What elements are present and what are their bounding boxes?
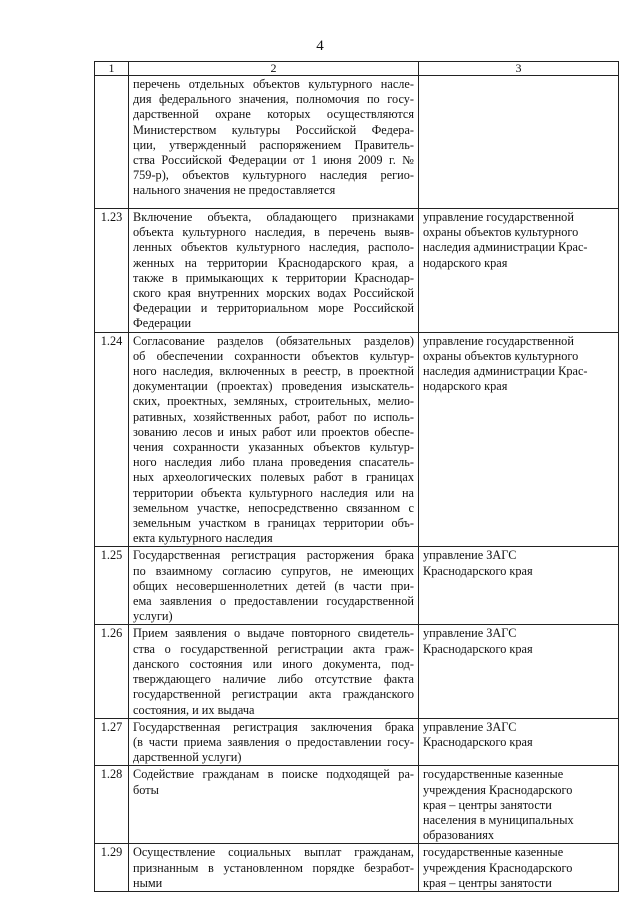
responsible-line: нодарского края (423, 379, 508, 394)
description-line: ного наследия, включенных в реестр, в проектной (133, 364, 414, 379)
description-line: перечень отдельных объектов культурного насле- (133, 77, 414, 91)
description-line: нального значения не предоставляется (133, 183, 336, 198)
description-line: общих несовершеннолетних детей (в части при- (133, 578, 414, 593)
description-line: Федерации (133, 316, 192, 331)
service-description (129, 844, 419, 892)
responsible-authority (419, 718, 619, 766)
responsible-authority (419, 332, 619, 547)
responsible-authority (419, 547, 619, 625)
description-line: данского состояния или иного документа, под- (133, 656, 414, 671)
responsible-line: образованиях (423, 828, 495, 843)
row-number: 1.28 (95, 766, 129, 844)
responsible-line: управление ЗАГС (423, 626, 517, 641)
responsible-line: края – центры занятости (423, 797, 552, 812)
responsible-line: учреждения Краснодарского (423, 860, 573, 875)
service-description (129, 209, 419, 333)
description-line: ства Российской Федерации от 1 июня 2009 г. № (133, 153, 414, 168)
responsible-line: охраны объектов культурного (423, 348, 579, 363)
description-line: ема заявления о предоставлении государственной (133, 594, 414, 609)
table-row (95, 76, 619, 209)
responsible-line: государственные казенные (423, 845, 564, 860)
row-number: 1.29 (95, 844, 129, 892)
description-line: дия федерального значения, полномочия по госу- (133, 92, 414, 107)
column-header-description: 2 (129, 62, 419, 76)
description-line: 759-р), объектов культурного наследия регио- (133, 168, 414, 183)
responsible-line: управление государственной (423, 210, 574, 224)
row-number (95, 76, 129, 209)
description-line: Государственная регистрация расторжения брака (133, 548, 414, 563)
responsible-line: управление ЗАГС (423, 719, 517, 734)
responsible-line: государственные казенные (423, 767, 564, 782)
description-line: тверждающего наличие либо отсутствие факта (133, 672, 414, 687)
responsible-line: населения в муниципальных (423, 812, 574, 827)
description-line: документации (проектах) проведения изыскатель- (133, 379, 414, 394)
description-line: Государственная регистрация заключения брака (133, 719, 414, 734)
description-line: Согласование разделов (обязательных разделов) (133, 333, 414, 348)
description-line: ными (133, 875, 163, 890)
description-line: Включение объекта, обладающего признаками (133, 210, 414, 224)
description-line: ративных, хозяйственных работ, работ по исполь- (133, 409, 414, 424)
responsible-line: наследия администрации Крас- (423, 240, 588, 255)
description-line: услуги) (133, 609, 173, 624)
service-description (129, 332, 419, 547)
description-line: ного наследия либо плана проведения спасатель- (133, 455, 414, 470)
table-row (95, 625, 619, 718)
services-table (94, 61, 619, 892)
description-line: территории объекта культурного наследия или на (133, 485, 414, 500)
description-line: ства о государственной регистрации акта граж- (133, 641, 414, 656)
table-row (95, 718, 619, 766)
responsible-line: управление государственной (423, 333, 574, 348)
description-line: чения сохранности указанных объектов культур- (133, 440, 414, 455)
column-header-responsible: 3 (419, 62, 619, 76)
row-number: 1.23 (95, 209, 129, 333)
table-row (95, 332, 619, 547)
table-row (95, 844, 619, 892)
service-description (129, 718, 419, 766)
description-line: признанным в установленном порядке безработ- (133, 860, 414, 875)
description-line: также в примыкающих к территории Краснодар- (133, 270, 414, 285)
description-line: дарственной охране которых осуществляются (133, 107, 414, 122)
description-line: Осуществление социальных выплат гражданам, (133, 845, 414, 860)
responsible-authority (419, 766, 619, 844)
description-line: по взаимному согласию супругов, не имеющих (133, 563, 414, 578)
description-line: Министерством культуры Российской Федера- (133, 122, 414, 137)
service-description (129, 625, 419, 718)
responsible-line: учреждения Краснодарского (423, 782, 573, 797)
description-line: земельном участке, непосредственно связанном с (133, 500, 414, 515)
responsible-authority (419, 76, 619, 209)
responsible-line: наследия администрации Крас- (423, 364, 588, 379)
row-number: 1.24 (95, 332, 129, 547)
description-line: ского края внутренних морских водах Российской (133, 286, 414, 301)
service-description (129, 76, 419, 209)
description-line: государственной регистрации акта гражданского (133, 687, 414, 702)
row-number: 1.25 (95, 547, 129, 625)
responsible-line: охраны объектов культурного (423, 225, 579, 240)
description-line: ции, утвержденный распоряжением Правитель- (133, 137, 414, 152)
table-row (95, 209, 619, 333)
description-line: боты (133, 782, 159, 797)
description-line: Содействие гражданам в поиске подходящей ра- (133, 767, 414, 782)
description-line: екта культурного наследия (133, 531, 273, 546)
responsible-line: управление ЗАГС (423, 548, 517, 563)
column-header-number: 1 (95, 62, 129, 76)
service-description (129, 547, 419, 625)
responsible-line: края – центры занятости (423, 875, 552, 890)
responsible-line: Краснодарского края (423, 641, 533, 656)
description-line: дарственной услуги) (133, 750, 242, 765)
description-line: ных археологических полевых работ в границах (133, 470, 414, 485)
responsible-line: нодарского края (423, 255, 508, 270)
row-number: 1.26 (95, 625, 129, 718)
description-line: зованию лесов и иных работ или проектов обеспе- (133, 424, 414, 439)
description-line: ских, проектных, земляных, строительных, мелио- (133, 394, 414, 409)
row-number: 1.27 (95, 718, 129, 766)
description-line: ленных объектов культурного наследия, располо- (133, 240, 414, 255)
description-line: состояния, и их выдача (133, 702, 255, 717)
responsible-authority (419, 625, 619, 718)
description-line: (в части приема заявления о предоставлении госу- (133, 734, 414, 749)
table-row (95, 547, 619, 625)
service-description (129, 766, 419, 844)
responsible-line: Краснодарского края (423, 563, 533, 578)
responsible-authority (419, 209, 619, 333)
table-header-row (95, 62, 619, 76)
description-line: земельным участком в границах территории объ- (133, 516, 414, 531)
page-number: 4 (316, 38, 324, 54)
description-line: об обеспечении сохранности объектов культур- (133, 348, 414, 363)
responsible-line: Краснодарского края (423, 734, 533, 749)
description-line: объекта культурного наследия, в перечень выяв- (133, 225, 414, 240)
description-line: Прием заявления о выдаче повторного свидетель- (133, 626, 414, 641)
description-line: женных на территории Краснодарского края, а (133, 255, 414, 270)
table-row (95, 766, 619, 844)
description-line: Федерации и территориальном море Российской (133, 301, 414, 316)
responsible-authority (419, 844, 619, 892)
